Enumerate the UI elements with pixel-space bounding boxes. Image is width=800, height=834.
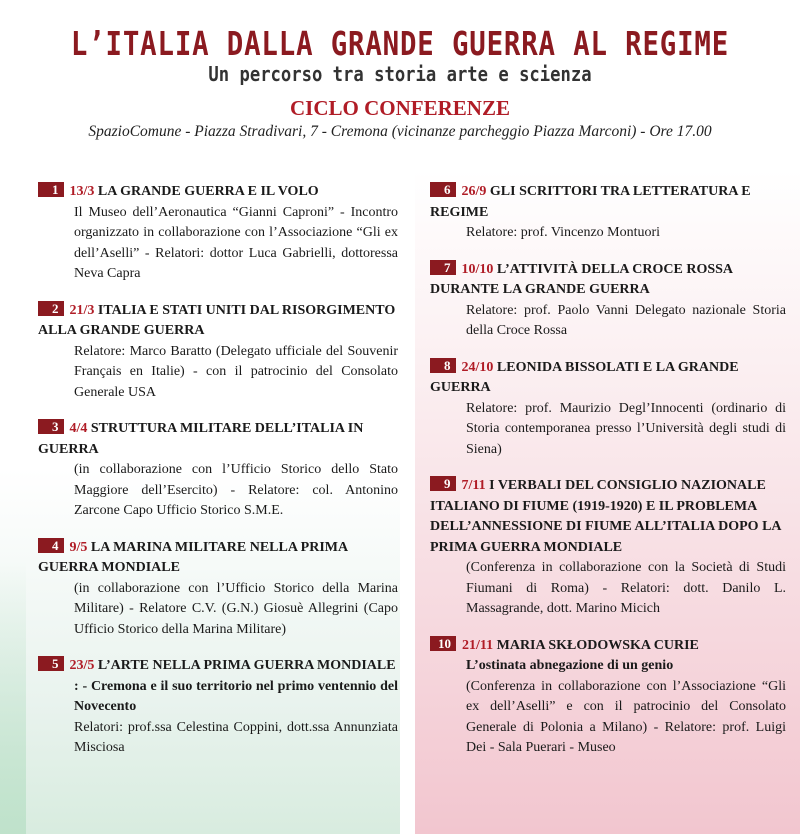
event-title: LA GRANDE GUERRA E IL VOLO [97,184,319,199]
event-number-badge: 7 [430,260,456,275]
event-number-badge: 3 [38,419,64,434]
event-date: 24/10 [461,359,494,375]
event-title: L’ATTIVITÀ DELLA CROCE ROSSA DURANTE LA GRANDE GUERRA [430,261,733,297]
event-description: (Conferenza in collaborazione con l’Associazione “Gli ex dell’Aselli” e con il patrocinio del Consolato Generale di Polonia a Milano) - Relatore: prof. Luigi Dei - Sala Puerari - Museo [466,678,786,755]
event-description: Relatore: prof. Paolo Vanni Delegato nazionale Storia della Croce Rossa [466,302,786,338]
venue-line: SpazioComune - Piazza Stradivari, 7 - Cremona (vicinanze parcheggio Piazza Marconi) - Ore 17.00 [88,123,712,140]
event-number-badge: 8 [430,358,456,373]
page-subtitle: Un percorso tra storia arte e scienza [208,62,592,86]
event-item [38,656,398,759]
event-number-badge: 6 [430,182,456,197]
page-title: L’ITALIA DALLA GRANDE GUERRA AL REGIME [70,24,730,63]
event-date: 21/11 [462,637,494,653]
event-date: 13/3 [69,184,95,199]
right-column [430,182,786,775]
event-description: Il Museo dell’Aeronautica “Gianni Caproni” - Incontro organizzato in collaborazione con l’Associazione “Gli ex dell’Aselli” - Relatori: dottor Luca Gabrielli, dottoressa Neva Capra [74,204,398,281]
event-date: 4/4 [69,421,88,436]
series-heading: CICLO CONFERENZE [290,96,510,120]
event-description: Relatori: prof.ssa Celestina Coppini, dott.ssa Annunziata Misciosa [74,719,398,755]
event-item [38,538,398,641]
event-title: LEONIDA BISSOLATI E LA GRANDE GUERRA [430,359,739,395]
event-description: Relatore: prof. Maurizio Degl’Innocenti (ordinario di Storia contemporanea presso l’Università degli studi di Siena) [466,400,786,457]
event-date: 9/5 [69,539,88,555]
event-number-badge: 4 [38,538,64,553]
event-date: 21/3 [69,302,95,318]
event-number-badge: 5 [38,656,64,671]
event-title: LA MARINA MILITARE NELLA PRIMA GUERRA MONDIALE [38,539,348,575]
event-date: 23/5 [69,658,95,673]
event-item [430,476,786,620]
event-item [430,260,786,342]
event-title: I VERBALI DEL CONSIGLIO NAZIONALE ITALIANO DI FIUME (1919-1920) E IL PROBLEMA DELL’ANNESSIONE DI FIUME ALL’ITALIA DOPO LA PRIMA GUERRA MONDIALE [430,478,781,555]
event-title: ITALIA E STATI UNITI DAL RISORGIMENTO ALLA GRANDE GUERRA [38,302,396,338]
event-title: L’ARTE NELLA PRIMA GUERRA MONDIALE [97,658,396,673]
event-title: MARIA SKŁODOWSKA CURIE [496,637,699,653]
event-number-badge: 9 [430,476,456,491]
event-description: (in collaborazione con l’Ufficio Storico della Marina Militare) - Relatore C.V. (G.N.) Giosuè Allegrini (Capo Ufficio Storico della Marina Militare) [74,580,398,637]
event-description: (Conferenza in collaborazione con la Società di Studi Fiumani di Roma) - Relatori: dott. Danilo L. Massagrande, dott. Marino Micich [466,560,786,616]
event-item [430,182,786,244]
green-wash-strip [0,560,26,834]
event-item [38,419,398,522]
left-column [38,182,398,775]
event-number-badge: 1 [38,182,64,197]
event-item [430,636,786,759]
event-item [430,358,786,461]
event-subtitle: L’ostinata abnegazione di un genio [466,658,674,673]
event-number-badge: 10 [430,636,456,651]
event-number-badge: 2 [38,301,64,316]
event-item [38,182,398,285]
event-description: Relatore: prof. Vincenzo Montuori [466,225,661,240]
event-date: 26/9 [461,184,487,199]
event-subtitle: : - Cremona e il suo territorio nel primo ventennio del Novecento [74,678,398,714]
event-title: STRUTTURA MILITARE DELL’ITALIA IN GUERRA [38,421,364,457]
event-item [38,301,398,404]
event-description: (in collaborazione con l’Ufficio Storico dello Stato Maggiore dell’Esercito) - Relatore: col. Antonino Zarcone Capo Ufficio Storico S.M.E. [74,462,398,518]
event-description: Relatore: Marco Baratto (Delegato ufficiale del Souvenir Français en Italie) - con il patrocinio del Consolato Generale USA [74,343,398,400]
event-date: 7/11 [461,478,486,493]
event-date: 10/10 [461,261,494,277]
event-title: GLI SCRITTORI TRA LETTERATURA E REGIME [430,184,751,220]
